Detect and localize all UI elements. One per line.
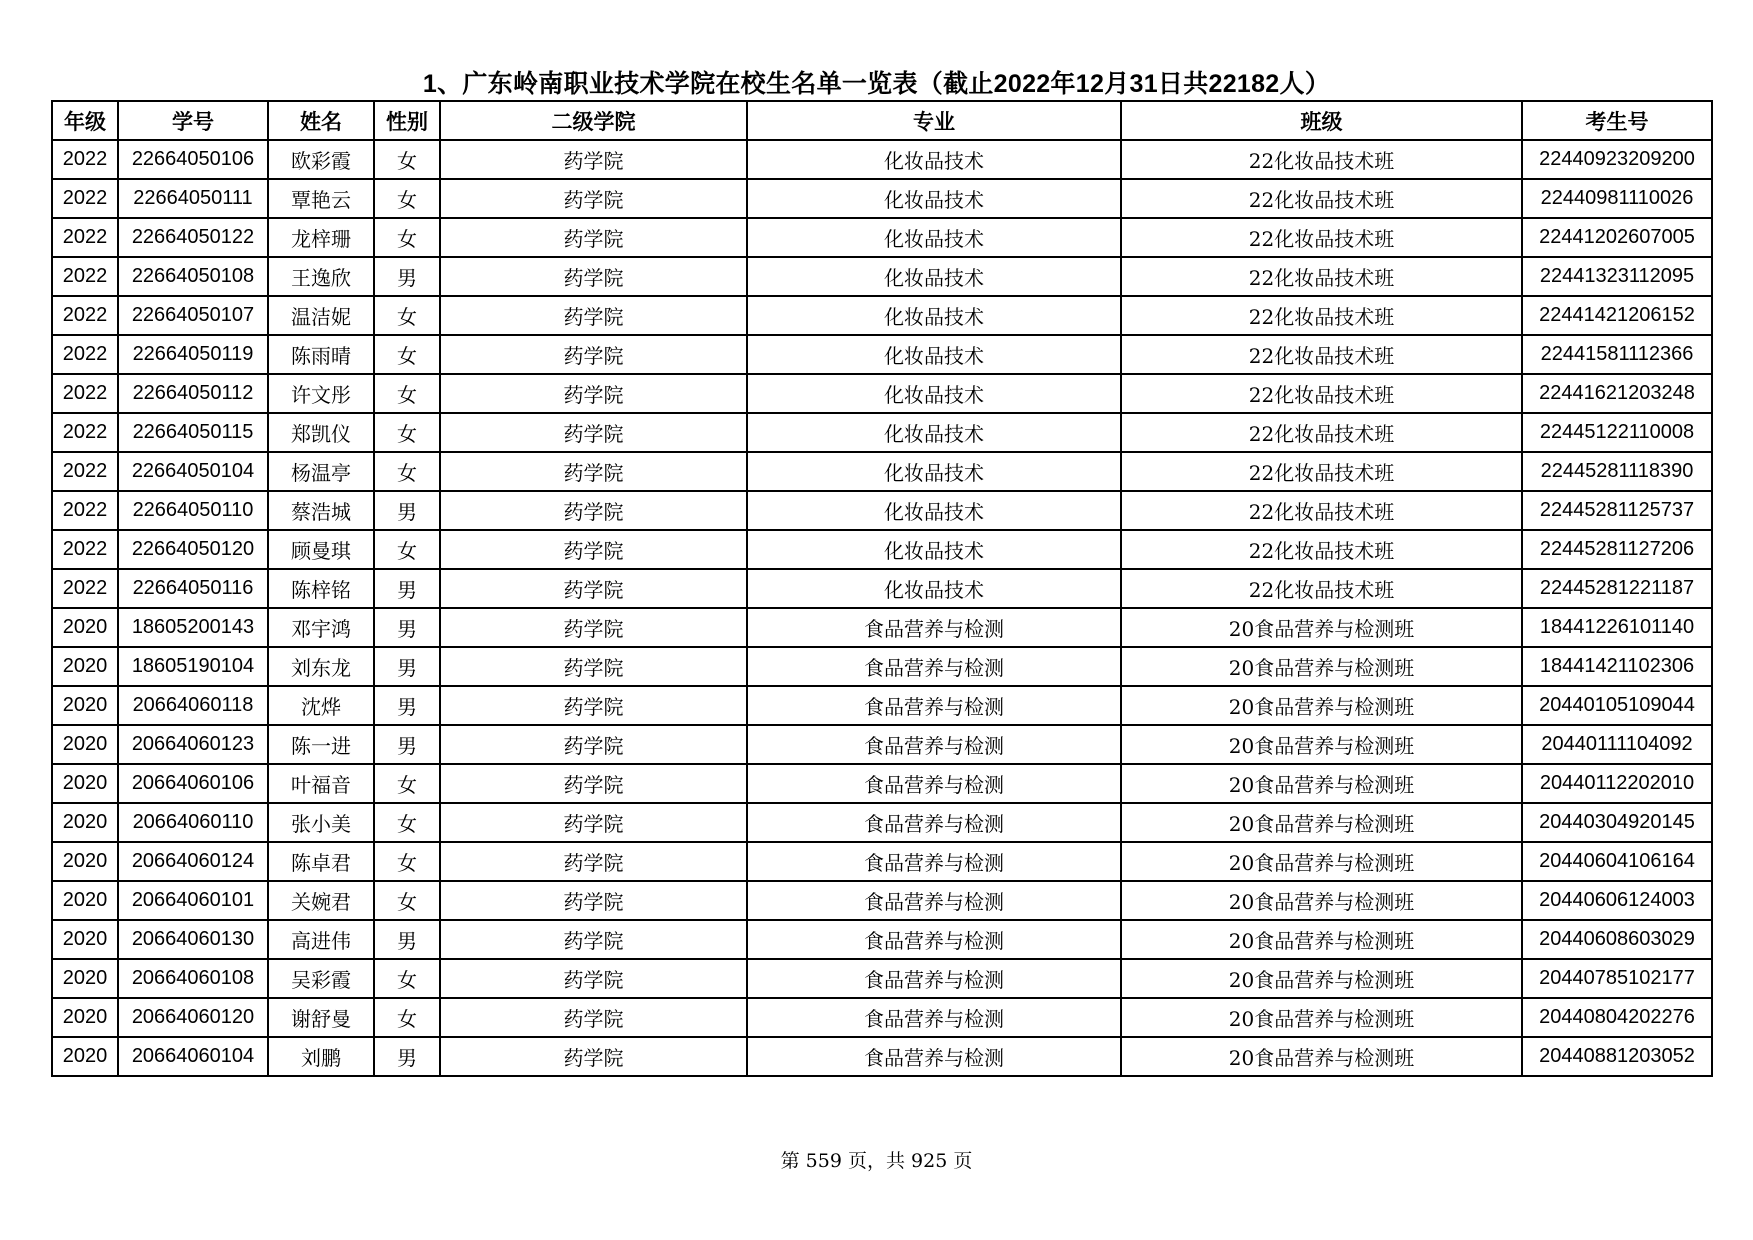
cell-student-id: 18605200143	[118, 608, 268, 647]
cell-gender: 男	[374, 569, 440, 608]
cell-college: 药学院	[440, 959, 747, 998]
cell-college: 药学院	[440, 725, 747, 764]
cell-name: 陈卓君	[268, 842, 374, 881]
table-row	[52, 140, 1712, 179]
cell-gender: 男	[374, 725, 440, 764]
cell-exam-id: 20440304920145	[1522, 803, 1712, 842]
cell-college: 药学院	[440, 491, 747, 530]
cell-grade: 2022	[52, 218, 118, 257]
cell-exam-id: 22445281127206	[1522, 530, 1712, 569]
cell-major: 食品营养与检测	[747, 920, 1121, 959]
cell-student-id: 20664060104	[118, 1037, 268, 1076]
table-row	[52, 491, 1712, 530]
cell-student-id: 20664060130	[118, 920, 268, 959]
cell-grade: 2022	[52, 569, 118, 608]
cell-college: 药学院	[440, 998, 747, 1037]
cell-major: 化妆品技术	[747, 530, 1121, 569]
column-header-college: 二级学院	[440, 101, 747, 140]
cell-grade: 2020	[52, 647, 118, 686]
cell-college: 药学院	[440, 296, 747, 335]
cell-major: 食品营养与检测	[747, 842, 1121, 881]
column-header-exam-id: 考生号	[1522, 101, 1712, 140]
cell-gender: 男	[374, 686, 440, 725]
cell-student-id: 22664050108	[118, 257, 268, 296]
cell-grade: 2020	[52, 881, 118, 920]
cell-class: 22化妆品技术班	[1121, 335, 1522, 374]
cell-class: 20食品营养与检测班	[1121, 959, 1522, 998]
cell-grade: 2022	[52, 179, 118, 218]
cell-gender: 女	[374, 179, 440, 218]
cell-grade: 2020	[52, 920, 118, 959]
cell-gender: 男	[374, 257, 440, 296]
cell-gender: 男	[374, 608, 440, 647]
cell-college: 药学院	[440, 335, 747, 374]
cell-class: 22化妆品技术班	[1121, 530, 1522, 569]
cell-major: 食品营养与检测	[747, 647, 1121, 686]
cell-gender: 女	[374, 998, 440, 1037]
cell-grade: 2020	[52, 803, 118, 842]
table-header-row	[52, 101, 1712, 140]
table-row	[52, 179, 1712, 218]
cell-student-id: 22664050116	[118, 569, 268, 608]
cell-grade: 2022	[52, 452, 118, 491]
cell-student-id: 20664060123	[118, 725, 268, 764]
table-body	[52, 140, 1712, 1076]
cell-name: 龙梓珊	[268, 218, 374, 257]
cell-college: 药学院	[440, 881, 747, 920]
cell-name: 覃艳云	[268, 179, 374, 218]
cell-class: 22化妆品技术班	[1121, 374, 1522, 413]
cell-grade: 2022	[52, 335, 118, 374]
cell-grade: 2020	[52, 998, 118, 1037]
cell-exam-id: 22445281125737	[1522, 491, 1712, 530]
cell-exam-id: 20440608603029	[1522, 920, 1712, 959]
cell-gender: 男	[374, 920, 440, 959]
cell-class: 22化妆品技术班	[1121, 491, 1522, 530]
cell-student-id: 22664050104	[118, 452, 268, 491]
cell-name: 刘东龙	[268, 647, 374, 686]
cell-grade: 2020	[52, 725, 118, 764]
cell-college: 药学院	[440, 413, 747, 452]
cell-grade: 2022	[52, 374, 118, 413]
cell-grade: 2020	[52, 1037, 118, 1076]
cell-student-id: 20664060120	[118, 998, 268, 1037]
cell-college: 药学院	[440, 686, 747, 725]
table-row	[52, 374, 1712, 413]
cell-gender: 女	[374, 842, 440, 881]
cell-student-id: 22664050120	[118, 530, 268, 569]
cell-exam-id: 22441581112366	[1522, 335, 1712, 374]
cell-gender: 女	[374, 764, 440, 803]
cell-college: 药学院	[440, 530, 747, 569]
cell-name: 陈一进	[268, 725, 374, 764]
cell-exam-id: 22441202607005	[1522, 218, 1712, 257]
table-row	[52, 452, 1712, 491]
cell-major: 化妆品技术	[747, 179, 1121, 218]
cell-college: 药学院	[440, 803, 747, 842]
cell-class: 20食品营养与检测班	[1121, 881, 1522, 920]
cell-major: 化妆品技术	[747, 296, 1121, 335]
cell-class: 20食品营养与检测班	[1121, 1037, 1522, 1076]
column-header-grade: 年级	[52, 101, 118, 140]
cell-college: 药学院	[440, 257, 747, 296]
cell-grade: 2022	[52, 413, 118, 452]
table-row	[52, 257, 1712, 296]
cell-name: 温洁妮	[268, 296, 374, 335]
cell-college: 药学院	[440, 842, 747, 881]
cell-grade: 2022	[52, 257, 118, 296]
page-footer: 第 559 页，共 925 页	[780, 1150, 973, 1172]
cell-exam-id: 20440111104092	[1522, 725, 1712, 764]
table-row	[52, 530, 1712, 569]
cell-gender: 女	[374, 413, 440, 452]
column-header-student-id: 学号	[118, 101, 268, 140]
column-header-major: 专业	[747, 101, 1121, 140]
cell-student-id: 20664060118	[118, 686, 268, 725]
table-row	[52, 764, 1712, 803]
cell-grade: 2022	[52, 491, 118, 530]
table-row	[52, 803, 1712, 842]
cell-major: 食品营养与检测	[747, 764, 1121, 803]
column-header-gender: 性别	[374, 101, 440, 140]
cell-class: 20食品营养与检测班	[1121, 686, 1522, 725]
cell-student-id: 20664060106	[118, 764, 268, 803]
cell-student-id: 22664050111	[118, 179, 268, 218]
cell-name: 郑凯仪	[268, 413, 374, 452]
cell-grade: 2022	[52, 296, 118, 335]
cell-gender: 女	[374, 296, 440, 335]
cell-name: 关婉君	[268, 881, 374, 920]
cell-student-id: 22664050106	[118, 140, 268, 179]
cell-college: 药学院	[440, 179, 747, 218]
cell-college: 药学院	[440, 452, 747, 491]
cell-exam-id: 18441226101140	[1522, 608, 1712, 647]
cell-grade: 2020	[52, 842, 118, 881]
cell-class: 20食品营养与检测班	[1121, 803, 1522, 842]
cell-college: 药学院	[440, 218, 747, 257]
table-row	[52, 647, 1712, 686]
cell-exam-id: 20440804202276	[1522, 998, 1712, 1037]
cell-class: 22化妆品技术班	[1121, 179, 1522, 218]
cell-gender: 女	[374, 374, 440, 413]
cell-class: 22化妆品技术班	[1121, 296, 1522, 335]
table-row	[52, 998, 1712, 1037]
cell-exam-id: 22441323112095	[1522, 257, 1712, 296]
cell-major: 食品营养与检测	[747, 881, 1121, 920]
cell-exam-id: 22440923209200	[1522, 140, 1712, 179]
student-roster-table	[51, 100, 1713, 1077]
cell-exam-id: 22441421206152	[1522, 296, 1712, 335]
cell-major: 化妆品技术	[747, 452, 1121, 491]
cell-gender: 女	[374, 140, 440, 179]
cell-grade: 2020	[52, 764, 118, 803]
cell-college: 药学院	[440, 647, 747, 686]
cell-student-id: 22664050115	[118, 413, 268, 452]
cell-class: 20食品营养与检测班	[1121, 920, 1522, 959]
cell-college: 药学院	[440, 1037, 747, 1076]
cell-major: 食品营养与检测	[747, 959, 1121, 998]
cell-major: 化妆品技术	[747, 491, 1121, 530]
cell-gender: 女	[374, 959, 440, 998]
cell-college: 药学院	[440, 140, 747, 179]
cell-exam-id: 22445281221187	[1522, 569, 1712, 608]
cell-name: 张小美	[268, 803, 374, 842]
cell-student-id: 22664050122	[118, 218, 268, 257]
table-row	[52, 842, 1712, 881]
document-title: 1、广东岭南职业技术学院在校生名单一览表（截止2022年12月31日共22182人）	[422, 70, 1331, 98]
cell-major: 化妆品技术	[747, 218, 1121, 257]
cell-student-id: 20664060101	[118, 881, 268, 920]
cell-exam-id: 22441621203248	[1522, 374, 1712, 413]
cell-major: 化妆品技术	[747, 374, 1121, 413]
column-header-name: 姓名	[268, 101, 374, 140]
table-row	[52, 608, 1712, 647]
table-row	[52, 725, 1712, 764]
cell-name: 叶福音	[268, 764, 374, 803]
cell-major: 化妆品技术	[747, 569, 1121, 608]
cell-class: 22化妆品技术班	[1121, 140, 1522, 179]
cell-grade: 2020	[52, 959, 118, 998]
cell-gender: 男	[374, 1037, 440, 1076]
table-row	[52, 686, 1712, 725]
cell-name: 高进伟	[268, 920, 374, 959]
cell-name: 欧彩霞	[268, 140, 374, 179]
cell-gender: 女	[374, 218, 440, 257]
cell-class: 20食品营养与检测班	[1121, 608, 1522, 647]
cell-class: 20食品营养与检测班	[1121, 764, 1522, 803]
cell-exam-id: 20440785102177	[1522, 959, 1712, 998]
cell-grade: 2022	[52, 140, 118, 179]
cell-exam-id: 20440604106164	[1522, 842, 1712, 881]
cell-major: 化妆品技术	[747, 257, 1121, 296]
cell-college: 药学院	[440, 569, 747, 608]
cell-gender: 女	[374, 335, 440, 374]
cell-exam-id: 22445281118390	[1522, 452, 1712, 491]
cell-major: 食品营养与检测	[747, 686, 1121, 725]
cell-grade: 2020	[52, 686, 118, 725]
table-row	[52, 335, 1712, 374]
table-row	[52, 920, 1712, 959]
cell-gender: 女	[374, 881, 440, 920]
cell-grade: 2020	[52, 608, 118, 647]
cell-class: 22化妆品技术班	[1121, 218, 1522, 257]
cell-gender: 女	[374, 803, 440, 842]
cell-class: 20食品营养与检测班	[1121, 725, 1522, 764]
cell-class: 20食品营养与检测班	[1121, 842, 1522, 881]
cell-major: 食品营养与检测	[747, 608, 1121, 647]
cell-class: 22化妆品技术班	[1121, 413, 1522, 452]
cell-student-id: 22664050119	[118, 335, 268, 374]
cell-student-id: 20664060108	[118, 959, 268, 998]
cell-class: 20食品营养与检测班	[1121, 647, 1522, 686]
column-header-class: 班级	[1121, 101, 1522, 140]
table-row	[52, 959, 1712, 998]
cell-college: 药学院	[440, 920, 747, 959]
cell-name: 顾曼琪	[268, 530, 374, 569]
cell-class: 20食品营养与检测班	[1121, 998, 1522, 1037]
cell-major: 食品营养与检测	[747, 725, 1121, 764]
cell-name: 蔡浩城	[268, 491, 374, 530]
cell-class: 22化妆品技术班	[1121, 257, 1522, 296]
cell-exam-id: 20440606124003	[1522, 881, 1712, 920]
table-row	[52, 881, 1712, 920]
cell-major: 化妆品技术	[747, 335, 1121, 374]
cell-student-id: 18605190104	[118, 647, 268, 686]
table-row	[52, 1037, 1712, 1076]
cell-gender: 男	[374, 647, 440, 686]
cell-name: 王逸欣	[268, 257, 374, 296]
cell-student-id: 20664060124	[118, 842, 268, 881]
cell-major: 化妆品技术	[747, 140, 1121, 179]
cell-name: 谢舒曼	[268, 998, 374, 1037]
cell-gender: 女	[374, 530, 440, 569]
cell-name: 杨温亭	[268, 452, 374, 491]
cell-name: 许文彤	[268, 374, 374, 413]
cell-gender: 女	[374, 452, 440, 491]
cell-exam-id: 20440105109044	[1522, 686, 1712, 725]
cell-exam-id: 18441421102306	[1522, 647, 1712, 686]
cell-name: 陈雨晴	[268, 335, 374, 374]
cell-exam-id: 20440112202010	[1522, 764, 1712, 803]
table-row	[52, 413, 1712, 452]
table-row	[52, 296, 1712, 335]
table-row	[52, 569, 1712, 608]
cell-exam-id: 22445122110008	[1522, 413, 1712, 452]
cell-name: 沈烨	[268, 686, 374, 725]
cell-student-id: 22664050107	[118, 296, 268, 335]
cell-exam-id: 22440981110026	[1522, 179, 1712, 218]
cell-gender: 男	[374, 491, 440, 530]
cell-name: 陈梓铭	[268, 569, 374, 608]
cell-exam-id: 20440881203052	[1522, 1037, 1712, 1076]
cell-student-id: 22664050112	[118, 374, 268, 413]
cell-student-id: 20664060110	[118, 803, 268, 842]
cell-college: 药学院	[440, 608, 747, 647]
cell-student-id: 22664050110	[118, 491, 268, 530]
cell-name: 邓宇鸿	[268, 608, 374, 647]
table-row	[52, 218, 1712, 257]
cell-major: 食品营养与检测	[747, 998, 1121, 1037]
cell-college: 药学院	[440, 374, 747, 413]
cell-major: 化妆品技术	[747, 413, 1121, 452]
cell-college: 药学院	[440, 764, 747, 803]
cell-class: 22化妆品技术班	[1121, 569, 1522, 608]
cell-name: 吴彩霞	[268, 959, 374, 998]
cell-grade: 2022	[52, 530, 118, 569]
cell-name: 刘鹏	[268, 1037, 374, 1076]
cell-class: 22化妆品技术班	[1121, 452, 1522, 491]
cell-major: 食品营养与检测	[747, 803, 1121, 842]
cell-major: 食品营养与检测	[747, 1037, 1121, 1076]
